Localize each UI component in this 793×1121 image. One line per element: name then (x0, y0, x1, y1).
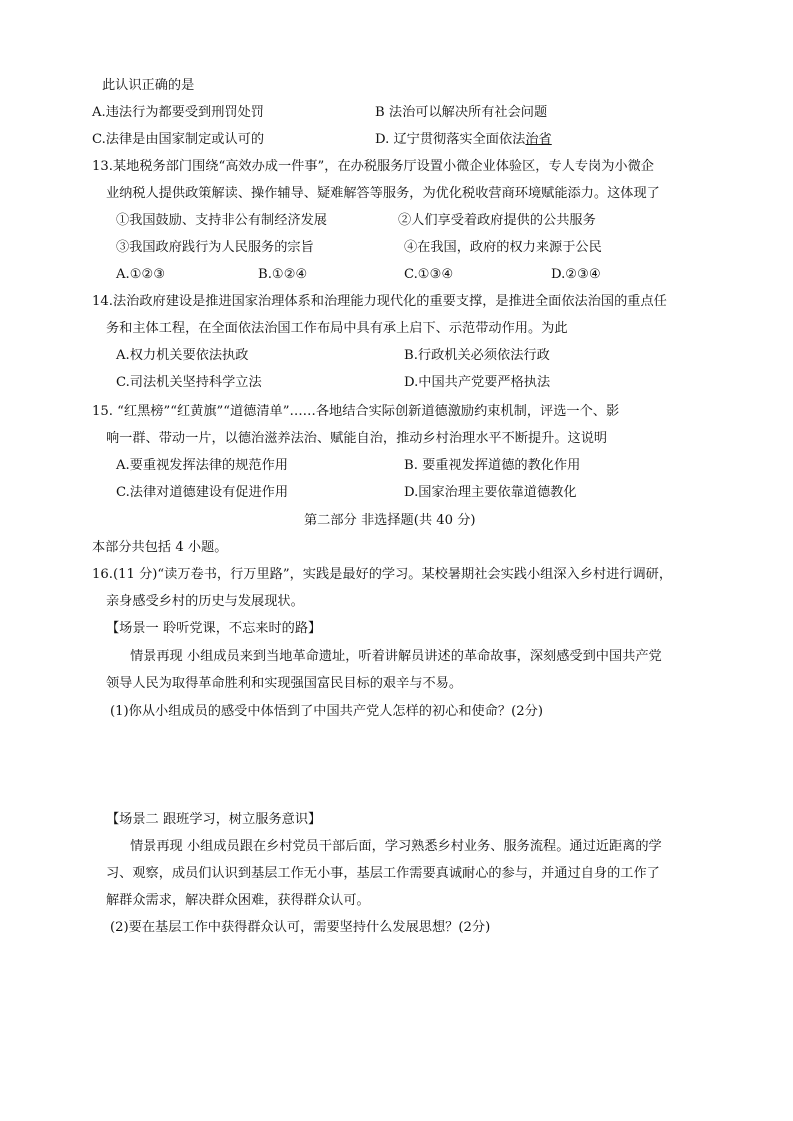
q16-stem-line2: 亲身感受乡村的历史与发展现状。 (106, 594, 304, 609)
q14-stem-line1: 14.法治政府建设是推进国家治理体系和治理能力现代化的重要支撑，是推进全面依法治国的重点任 (92, 294, 667, 309)
q16-scene1-para-line2: 领导人民为取得革命胜利和实现强国富民目标的艰辛与不易。 (106, 676, 463, 691)
q16-question-2: (2)要在基层工作中获得群众认可，需要坚持什么发展思想？(2分) (110, 920, 491, 935)
q15-option-d: D.国家治理主要依靠道德教化 (404, 485, 577, 500)
q16-scene2-para-line3: 解群众需求，解决群众困难，获得群众认可。 (106, 893, 370, 908)
q16-question-1: (1)你从小组成员的感受中体悟到了中国共产党人怎样的初心和使命？(2分) (110, 704, 543, 719)
q15-stem-line1: 15. “红黑榜”“红黄旗”“道德清单”……各地结合实际创新道德激励约束机制，评选一个、影 (92, 404, 620, 419)
q14-stem-line2: 务和主体工程，在全面依法治国工作布局中具有承上启下、示范带动作用。为此 (106, 321, 568, 336)
q16-scene2-para-line2: 习、观察，成员们认识到基层工作无小事，基层工作需要真诚耐心的参与，并通过自身的工作了 (106, 866, 660, 881)
q16-scene2-title: 【场景二 跟班学习，树立服务意识】 (106, 812, 322, 827)
q16-stem-line1: 16.(11 分)“读万卷书，行万里路”，实践是最好的学习。某校暑期社会实践小组深入乡村进行调研， (92, 567, 673, 582)
q15-option-c: C.法律对道德建设有促进作用 (116, 485, 289, 500)
part2-note: 本部分共包括 4 小题。 (92, 540, 228, 555)
q15-option-b: B. 要重视发挥道德的教化作用 (404, 458, 581, 473)
q16-scene2-para-line1: 情景再现 小组成员跟在乡村党员干部后面，学习熟悉乡村业务、服务流程。通过近距离的学 (130, 839, 662, 854)
q13-option-d: D.②③④ (551, 267, 601, 282)
q13-statement-4: ④在我国，政府的权力来源于公民 (404, 240, 602, 255)
q12-option-d-underlined: 治省 (525, 132, 552, 147)
q13-option-c: C.①③④ (404, 267, 454, 282)
part2-heading: 第二部分 非选择题(共 40 分) (304, 513, 476, 528)
q12-option-c: C.法律是由国家制定或认可的 (92, 132, 265, 147)
q16-scene1-title: 【场景一 聆听党课，不忘来时的路】 (106, 621, 322, 636)
q13-stem-line1: 13.某地税务部门围绕“高效办成一件事”，在办税服务厅设置小微企业体验区，专人专岗为小微企 (92, 159, 654, 174)
q13-statement-2: ②人们享受着政府提供的公共服务 (398, 213, 596, 228)
q12-option-d-text: D. 辽宁贯彻落实全面依法 (375, 132, 526, 147)
q15-stem-line2: 响一群、带动一片，以德治滋养法治、赋能自治，推动乡村治理水平不断提升。这说明 (106, 431, 608, 446)
q12-stem-tail: 此认识正确的是 (102, 78, 195, 93)
q14-option-a: A.权力机关要依法执政 (116, 348, 249, 363)
q14-option-c: C.司法机关坚持科学立法 (116, 375, 262, 390)
q14-option-b: B.行政机关必须依法行政 (404, 348, 550, 363)
q12-option-a: A.违法行为都要受到刑罚处罚 (92, 105, 264, 120)
q14-option-d: D.中国共产党要严格执法 (404, 375, 551, 390)
q15-option-a: A.要重视发挥法律的规范作用 (116, 458, 288, 473)
q12-option-b: B 法治可以解决所有社会问题 (375, 105, 548, 120)
q13-option-a: A.①②③ (116, 267, 166, 282)
q12-option-d (375, 131, 552, 149)
q13-option-b: B.①②④ (258, 267, 308, 282)
q16-scene1-para-line1: 情景再现 小组成员来到当地革命遗址，听着讲解员讲述的革命故事，深刻感受到中国共产党 (130, 649, 662, 664)
q13-statement-3: ③我国政府践行为人民服务的宗旨 (116, 240, 314, 255)
q13-statement-1: ①我国鼓励、支持非公有制经济发展 (116, 213, 327, 228)
q13-stem-line2: 业纳税人提供政策解读、操作辅导、疑难解答等服务，为优化税收营商环境赋能添力。这体现了 (106, 186, 660, 201)
